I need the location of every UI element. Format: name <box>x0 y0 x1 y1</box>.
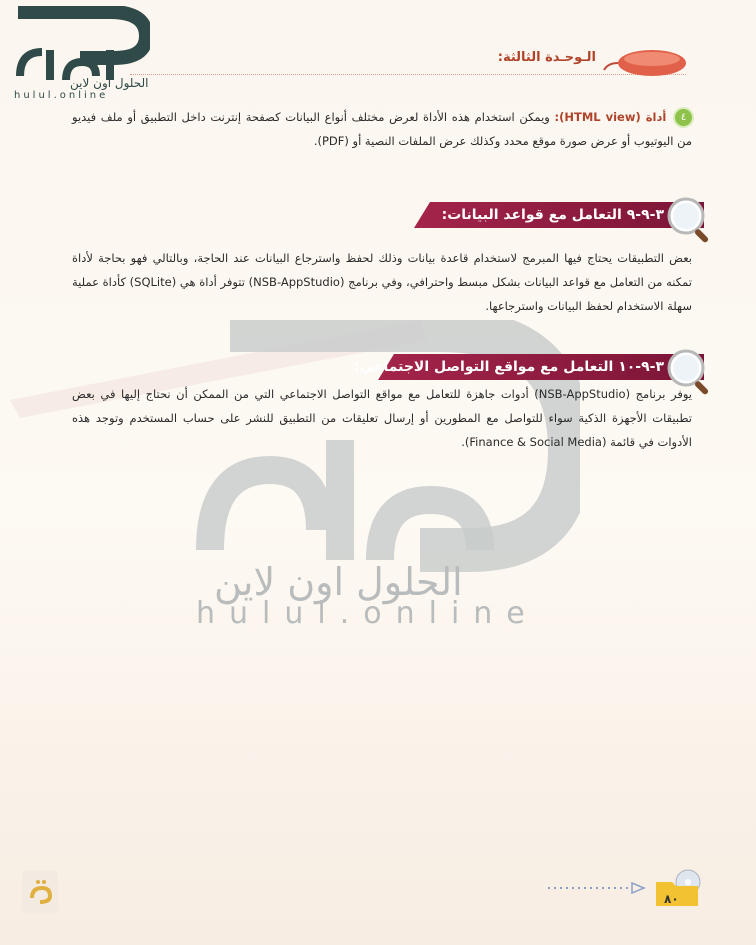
item-html-view-paragraph <box>72 105 692 153</box>
watermark-latin-text: hulul.online <box>196 596 539 631</box>
social-media-paragraph: يوفر برنامج (NSB-AppStudio) أدوات جاهزة للتعامل مع مواقع التواصل الاجتماعي التي من الممكن أن نحتاج إليها في بعض تطبيقات الأجهزة الذكية سواء للتواصل مع المطورين أو إرسال تعليقات من التطبيق للنشر على حساب المستخدم وتوجد هذه الأدوات في قائمة (Finance & Social Media). <box>72 387 692 449</box>
dotted-arrow-icon <box>548 882 648 894</box>
section-heading-text: ٣-٩-٩ التعامل مع قواعد البيانات: <box>441 207 664 223</box>
hulul-logo <box>10 6 150 106</box>
database-paragraph: بعض التطبيقات يحتاج فيها المبرمج لاستخدام قاعدة بيانات وذلك لحفظ واسترجاع البيانات عند الحاجة، وبالتالي فهو بحاجة لأداة تمكنه من التعامل مع قواعد البيانات بشكل مبسط واحترافي، وفي برنامج (NSB-AppStudio) تتوفر أداة هي (SQLite) كأداة عملية سهلة الاستخدام لحفظ البيانات واسترجاعها. <box>72 251 692 313</box>
unit-title: الـوحـدة الثالثة: <box>497 50 596 65</box>
item-label: أداة (HTML view): <box>554 110 667 124</box>
page-number: ٨٠ <box>664 892 679 906</box>
computer-mouse-icon <box>602 48 688 78</box>
logo-latin-text: hulul.online <box>14 90 109 101</box>
logo-arabic-text: الحلول اون لاين <box>70 76 149 90</box>
watermark-arabic-text: الحلول اون لاين <box>214 560 463 604</box>
section-heading-social-media <box>0 346 756 384</box>
magnifier-icon <box>664 194 716 246</box>
section-heading-text: ٣-٩-١٠ التعامل مع مواقع التواصل الاجتماعي: <box>354 359 664 375</box>
item-text: ويمكن استخدام هذه الأداة لعرض مختلف أنواع البيانات كصفحة إنترنت داخل التطبيق أو ملف فيديو من اليوتيوب أو عرض صورة موقع محدد وكذلك عرض الملفات النصية أو (PDF). <box>72 110 692 148</box>
publisher-corner-logo-icon <box>20 868 60 916</box>
item-number-badge: ٤ <box>675 109 692 126</box>
folder-cd-icon <box>654 868 704 908</box>
section-heading-database <box>0 194 756 232</box>
